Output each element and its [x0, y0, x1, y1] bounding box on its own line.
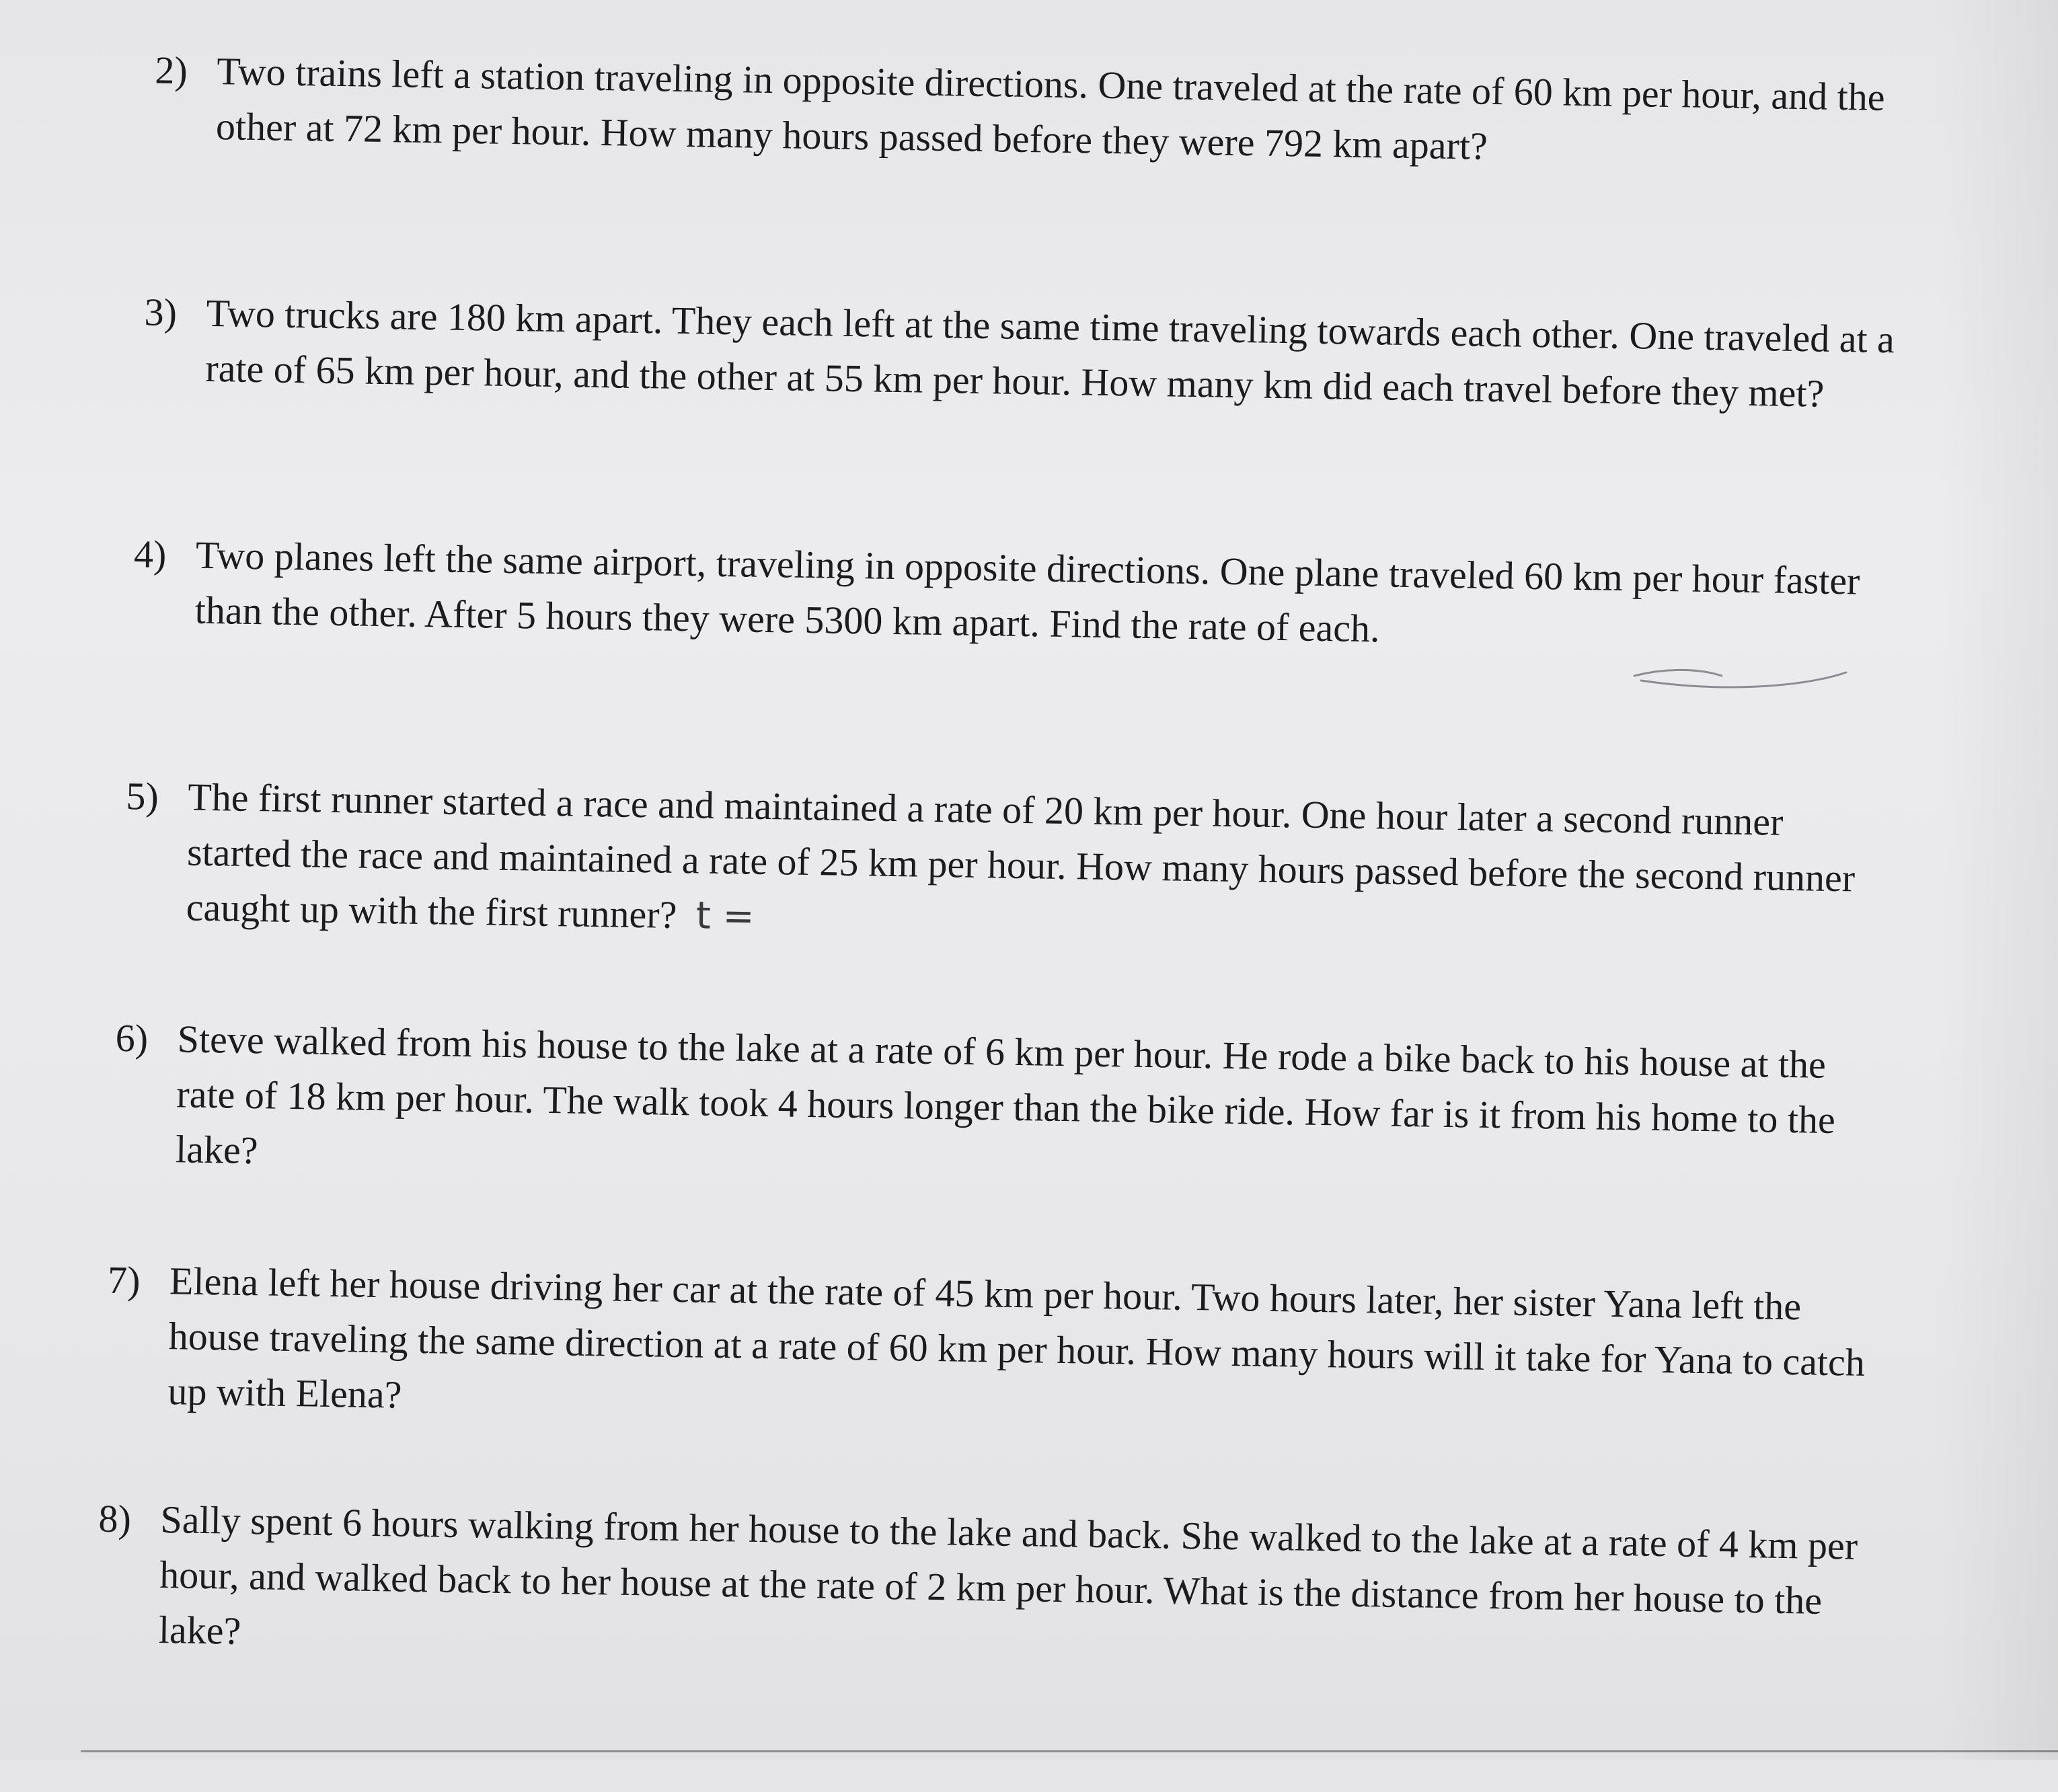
handwritten-note: t = [695, 894, 755, 939]
problem-text: Two planes left the same airport, traveling in opposite directions. One plane traveled 60 km per hour faster than the other. After 5 hours they were 5300 km apart. Find the rate of each. [194, 533, 1860, 651]
problem-number: 2) [154, 48, 188, 93]
problem-text: Two trucks are 180 km apart. They each left at the same time traveling towards each other. One traveled at a rate of 65 km per hour, and the other at 55 km per hour. How many km did each travel before they met? [204, 290, 1895, 416]
problem-number: 4) [133, 532, 167, 576]
problem-text: Steve walked from his house to the lake at a rate of 6 km per hour. He rode a bike back to his house at the rate of 18 km per hour. The walk took 4 hours longer than the bike ride. How far is it from his home to the lake? [175, 1017, 1836, 1173]
problem-number: 8) [98, 1496, 132, 1541]
page-shadow [1937, 0, 2058, 1760]
problem-number: 3) [144, 290, 178, 335]
bottom-rule [81, 1750, 2058, 1752]
problem-text: The first runner started a race and maintained a rate of 20 km per hour. One hour later a second runner started the race and maintained a rate of 25 km per hour. How many hours passed before the second runner caught up with the first runner? [186, 775, 1856, 937]
problem-number: 7) [107, 1257, 141, 1302]
problem-text: Two trains left a station traveling in opposite directions. One traveled at the rate of 60 km per hour, and the other at 72 km per hour. How many hours passed before they were 792 km apart? [215, 49, 1886, 168]
problem-text: Elena left her house driving her car at the rate of 45 km per hour. Two hours later, her sister Yana left the house traveling the same direction at a rate of 60 km per hour. How many hours will it take for Yana to catch up with Elena? [167, 1259, 1866, 1417]
problem-number: 6) [115, 1015, 149, 1060]
problem-text: Sally spent 6 hours walking from her house to the lake and back. She walked to the lake at a rate of 4 km per hour, and walked back to her house at the rate of 2 km per hour. What is the distance from her house to the lake? [158, 1497, 1858, 1653]
problem-number: 5) [125, 774, 159, 818]
